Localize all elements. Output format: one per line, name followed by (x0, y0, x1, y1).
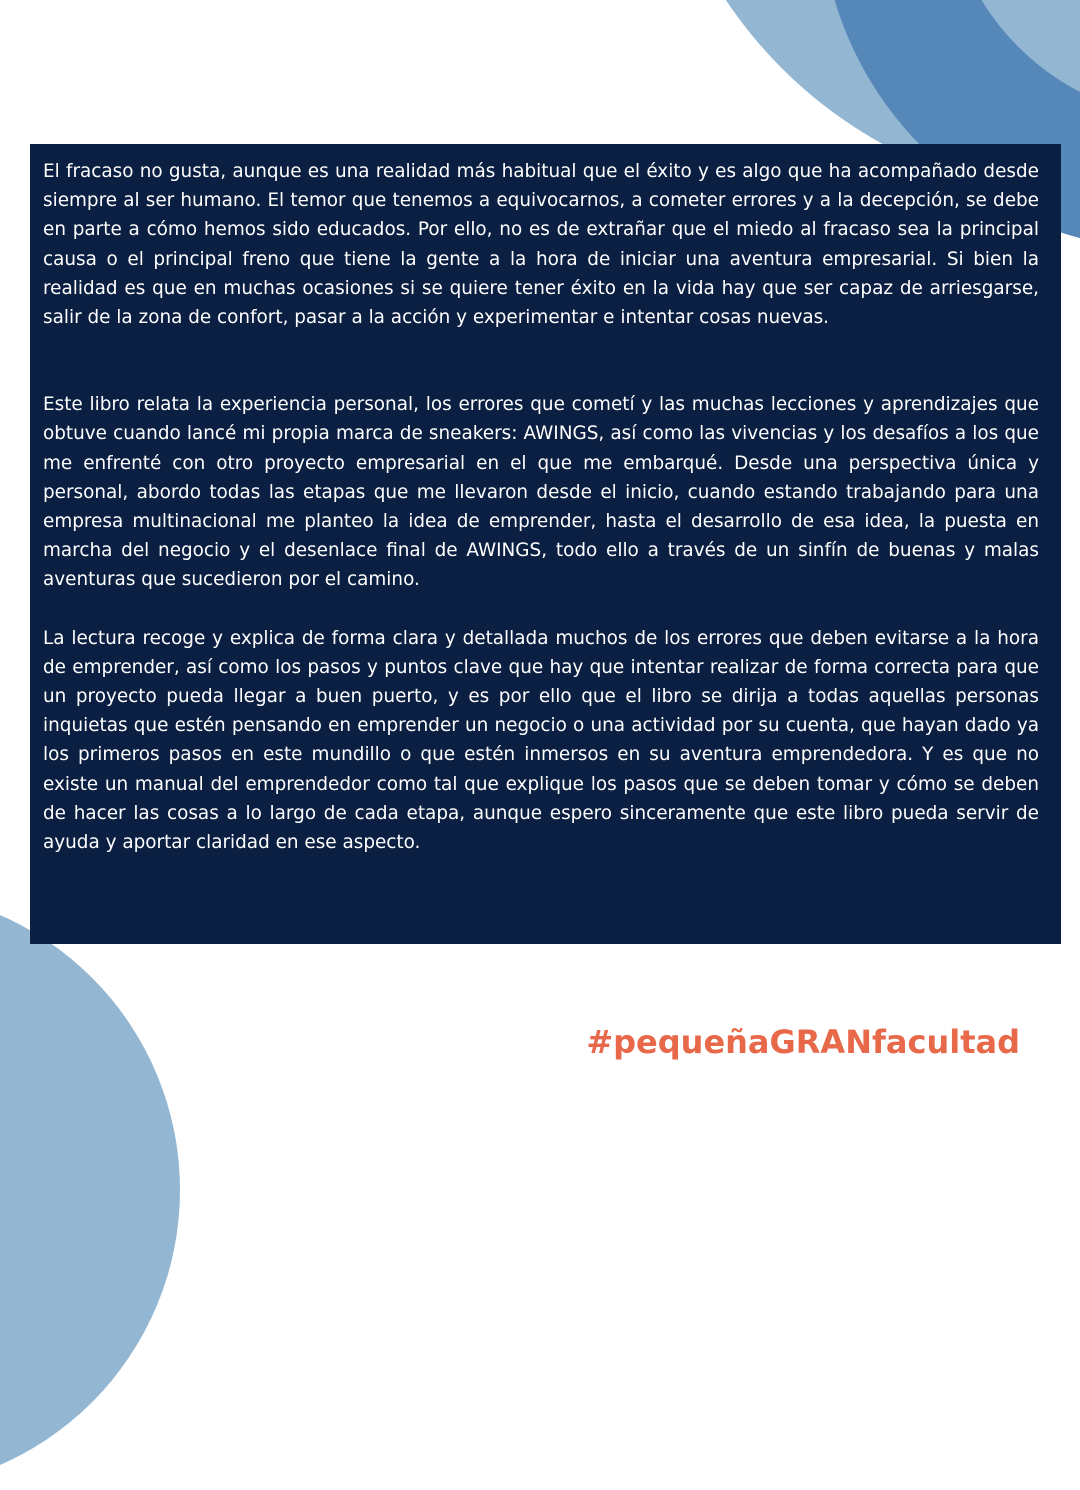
paragraph-book-summary: Este libro relata la experiencia personal, los errores que cometí y las muchas lecciones y aprendizajes que obtuve cuando lancé mi propia marca de sneakers: AWINGS, así como las vivencias y los desafíos a los que me enfrenté con otro proyecto empresarial en el que me embarqué. Desde una perspectiva única y personal, abordo todas las etapas que me llevaron desde el inicio, cuando estando trabajando para una empresa multinacional me planteo la idea de emprender, hasta el desarrollo de esa idea, la puesta en marcha del negocio y el desenlace final de AWINGS, todo ello a través de un sinfín de buenas y malas aventuras que sucedieron por el camino. (43, 394, 1039, 591)
paragraph-audience: La lectura recoge y explica de forma clara y detallada muchos de los errores que deben evitarse a la hora de emprender, así como los pasos y puntos clave que hay que intentar realizar de forma correcta para que un proyecto pueda llegar a buen puerto, y es por ello que el libro se dirija a todas aquellas personas inquietas que estén pensando en emprender un negocio o una actividad por su cuenta, que hayan dado ya los primeros pasos en este mundillo o que estén inmersos en su aventura emprendedora. Y es que no existe un manual del emprendedor como tal que explique los pasos que se deben tomar y cómo se deben de hacer las cosas a lo largo de cada etapa, aunque espero sinceramente que este libro pueda servir de ayuda y aportar claridad en ese aspecto. (43, 627, 1039, 854)
decorative-circle-bottom-left (0, 890, 180, 1490)
paragraph-intro: El fracaso no gusta, aunque es una realidad más habitual que el éxito y es algo que ha acompañado desde siempre al ser humano. El temor que tenemos a equivocarnos, a cometer errores y a la decepción, se debe en parte a cómo hemos sido educados. Por ello, no es de extrañar que el miedo al fracaso sea la principal causa o el principal freno que tiene la gente a la hora de iniciar una aventura empresarial. Si bien la realidad es que en muchas ocasiones si se quiere tener éxito en la vida hay que ser capaz de arriesgarse, salir de la zona de confort, pasar a la acción y experimentar e intentar cosas nuevas. (43, 161, 1039, 329)
text-panel (30, 144, 1061, 944)
hashtag-label: #pequeñaGRANfacultad (586, 1023, 1020, 1061)
